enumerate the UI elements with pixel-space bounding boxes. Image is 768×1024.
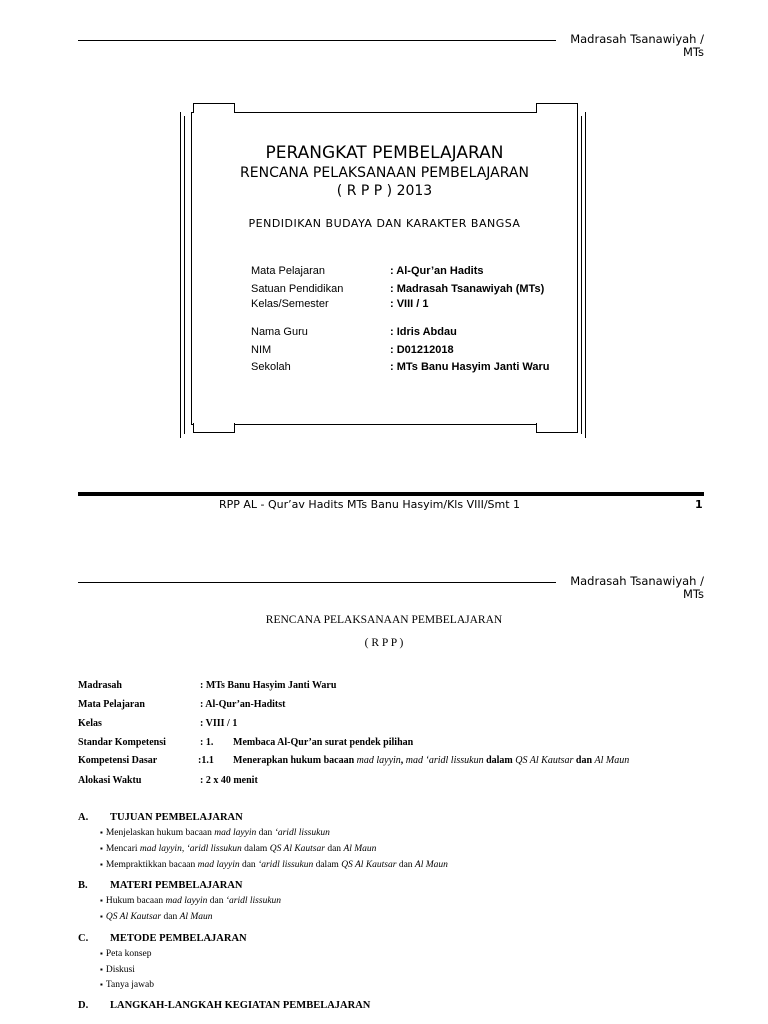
meta-value-alokasi: : 2 x 40 menit: [200, 775, 258, 786]
info-label-mapel: Mata Pelajaran: [251, 265, 325, 277]
info-label-sekolah: Sekolah: [251, 361, 291, 373]
footer-text: RPP AL - Qur’av Hadits MTs Banu Hasyim/Kls VIII/Smt 1: [219, 498, 521, 511]
meta-value-mapel: : Al-Qur’an-Haditst: [200, 699, 286, 710]
cover-tagline: PENDIDIKAN BUDAYA DAN KARAKTER BANGSA: [248, 217, 521, 230]
meta-value-madrasah: : MTs Banu Hasyim Janti Waru: [200, 680, 337, 691]
section-c-title: METODE PEMBELAJARAN: [110, 933, 247, 944]
rpp-subtitle: ( R P P ): [364, 637, 404, 649]
info-value-sekolah: : MTs Banu Hasyim Janti Waru: [390, 361, 550, 373]
meta-label-madrasah: Madrasah: [78, 680, 122, 691]
frame-tab-bottom-right: [536, 423, 578, 433]
meta-label-mapel: Mata Pelajaran: [78, 699, 145, 710]
info-value-satuan: : Madrasah Tsanawiyah (MTs): [390, 283, 545, 295]
meta-label-kelas: Kelas: [78, 718, 102, 729]
metode-item-3: ▪ Tanya jawab: [100, 980, 154, 990]
tujuan-item-1: ▪ Menjelaskan hukum bacaan mad layyin dan ‘aridl lissukun: [100, 828, 330, 838]
materi-item-2: ▪ QS Al Kautsar dan Al Maun: [100, 912, 213, 922]
meta-value-kd-text: Menerapkan hukum bacaan mad layyin, mad ‘aridl lissukun dalam QS Al Kautsar dan Al Maun: [233, 755, 630, 766]
frame-tab-bottom-left: [193, 423, 235, 433]
meta-value-sk-text: Membaca Al-Qur’an surat pendek pilihan: [233, 737, 414, 748]
header-rule-page2: [78, 582, 556, 583]
header-rule: [78, 40, 556, 41]
rpp-title: RENCANA PELAKSANAAN PEMBELAJARAN: [265, 614, 503, 626]
header-school-page2: Madrasah Tsanawiyah / MTs: [570, 574, 704, 601]
header-school: Madrasah Tsanawiyah / MTs: [570, 32, 704, 59]
meta-value-kd-num: :1.1: [198, 755, 214, 766]
meta-label-alokasi: Alokasi Waktu: [78, 775, 142, 786]
footer-rule: [78, 492, 704, 496]
meta-label-sk: Standar Kompetensi: [78, 737, 166, 748]
section-d-letter: D.: [78, 1000, 89, 1011]
metode-item-2: ▪ Diskusi: [100, 965, 135, 975]
page-number: 1: [695, 498, 703, 511]
info-value-guru: : Idris Abdau: [390, 326, 457, 338]
section-b-letter: B.: [78, 880, 88, 891]
cover-subtitle-year: ( R P P ) 2013: [336, 183, 433, 199]
metode-item-1: ▪ Peta konsep: [100, 949, 152, 959]
cover-subtitle: RENCANA PELAKSANAAN PEMBELAJARAN: [240, 165, 529, 181]
info-label-kelas: Kelas/Semester: [251, 298, 329, 310]
info-label-guru: Nama Guru: [251, 326, 308, 338]
info-label-satuan: Satuan Pendidikan: [251, 283, 344, 295]
meta-label-kd: Kompetensi Dasar: [78, 755, 158, 766]
info-value-mapel: : Al-Qur’an Hadits: [390, 265, 484, 277]
section-a-title: TUJUAN PEMBELAJARAN: [110, 812, 243, 823]
meta-value-sk-num: : 1.: [200, 737, 214, 748]
info-label-nim: NIM: [251, 344, 272, 356]
tujuan-item-2: ▪ Mencari mad layyin, ‘aridl lissukun dalam QS Al Kautsar dan Al Maun: [100, 844, 376, 854]
tujuan-item-3: ▪ Mempraktikkan bacaan mad layyin dan ‘aridl lissukun dalam QS Al Kautsar dan Al Maun: [100, 860, 448, 870]
cover-title: PERANGKAT PEMBELAJARAN: [265, 143, 504, 163]
materi-item-1: ▪ Hukum bacaan mad layyin dan ‘aridl lissukun: [100, 896, 281, 906]
info-value-nim: : D01212018: [390, 344, 454, 356]
section-d-title: LANGKAH-LANGKAH KEGIATAN PEMBELAJARAN: [110, 1000, 371, 1011]
info-value-kelas: : VIII / 1: [390, 298, 429, 310]
section-c-letter: C.: [78, 933, 89, 944]
section-a-letter: A.: [78, 812, 89, 823]
section-b-title: MATERI PEMBELAJARAN: [110, 880, 243, 891]
frame-tab-top-right: [536, 103, 578, 113]
frame-tab-top-left: [193, 103, 235, 113]
meta-value-kelas: : VIII / 1: [200, 718, 238, 729]
